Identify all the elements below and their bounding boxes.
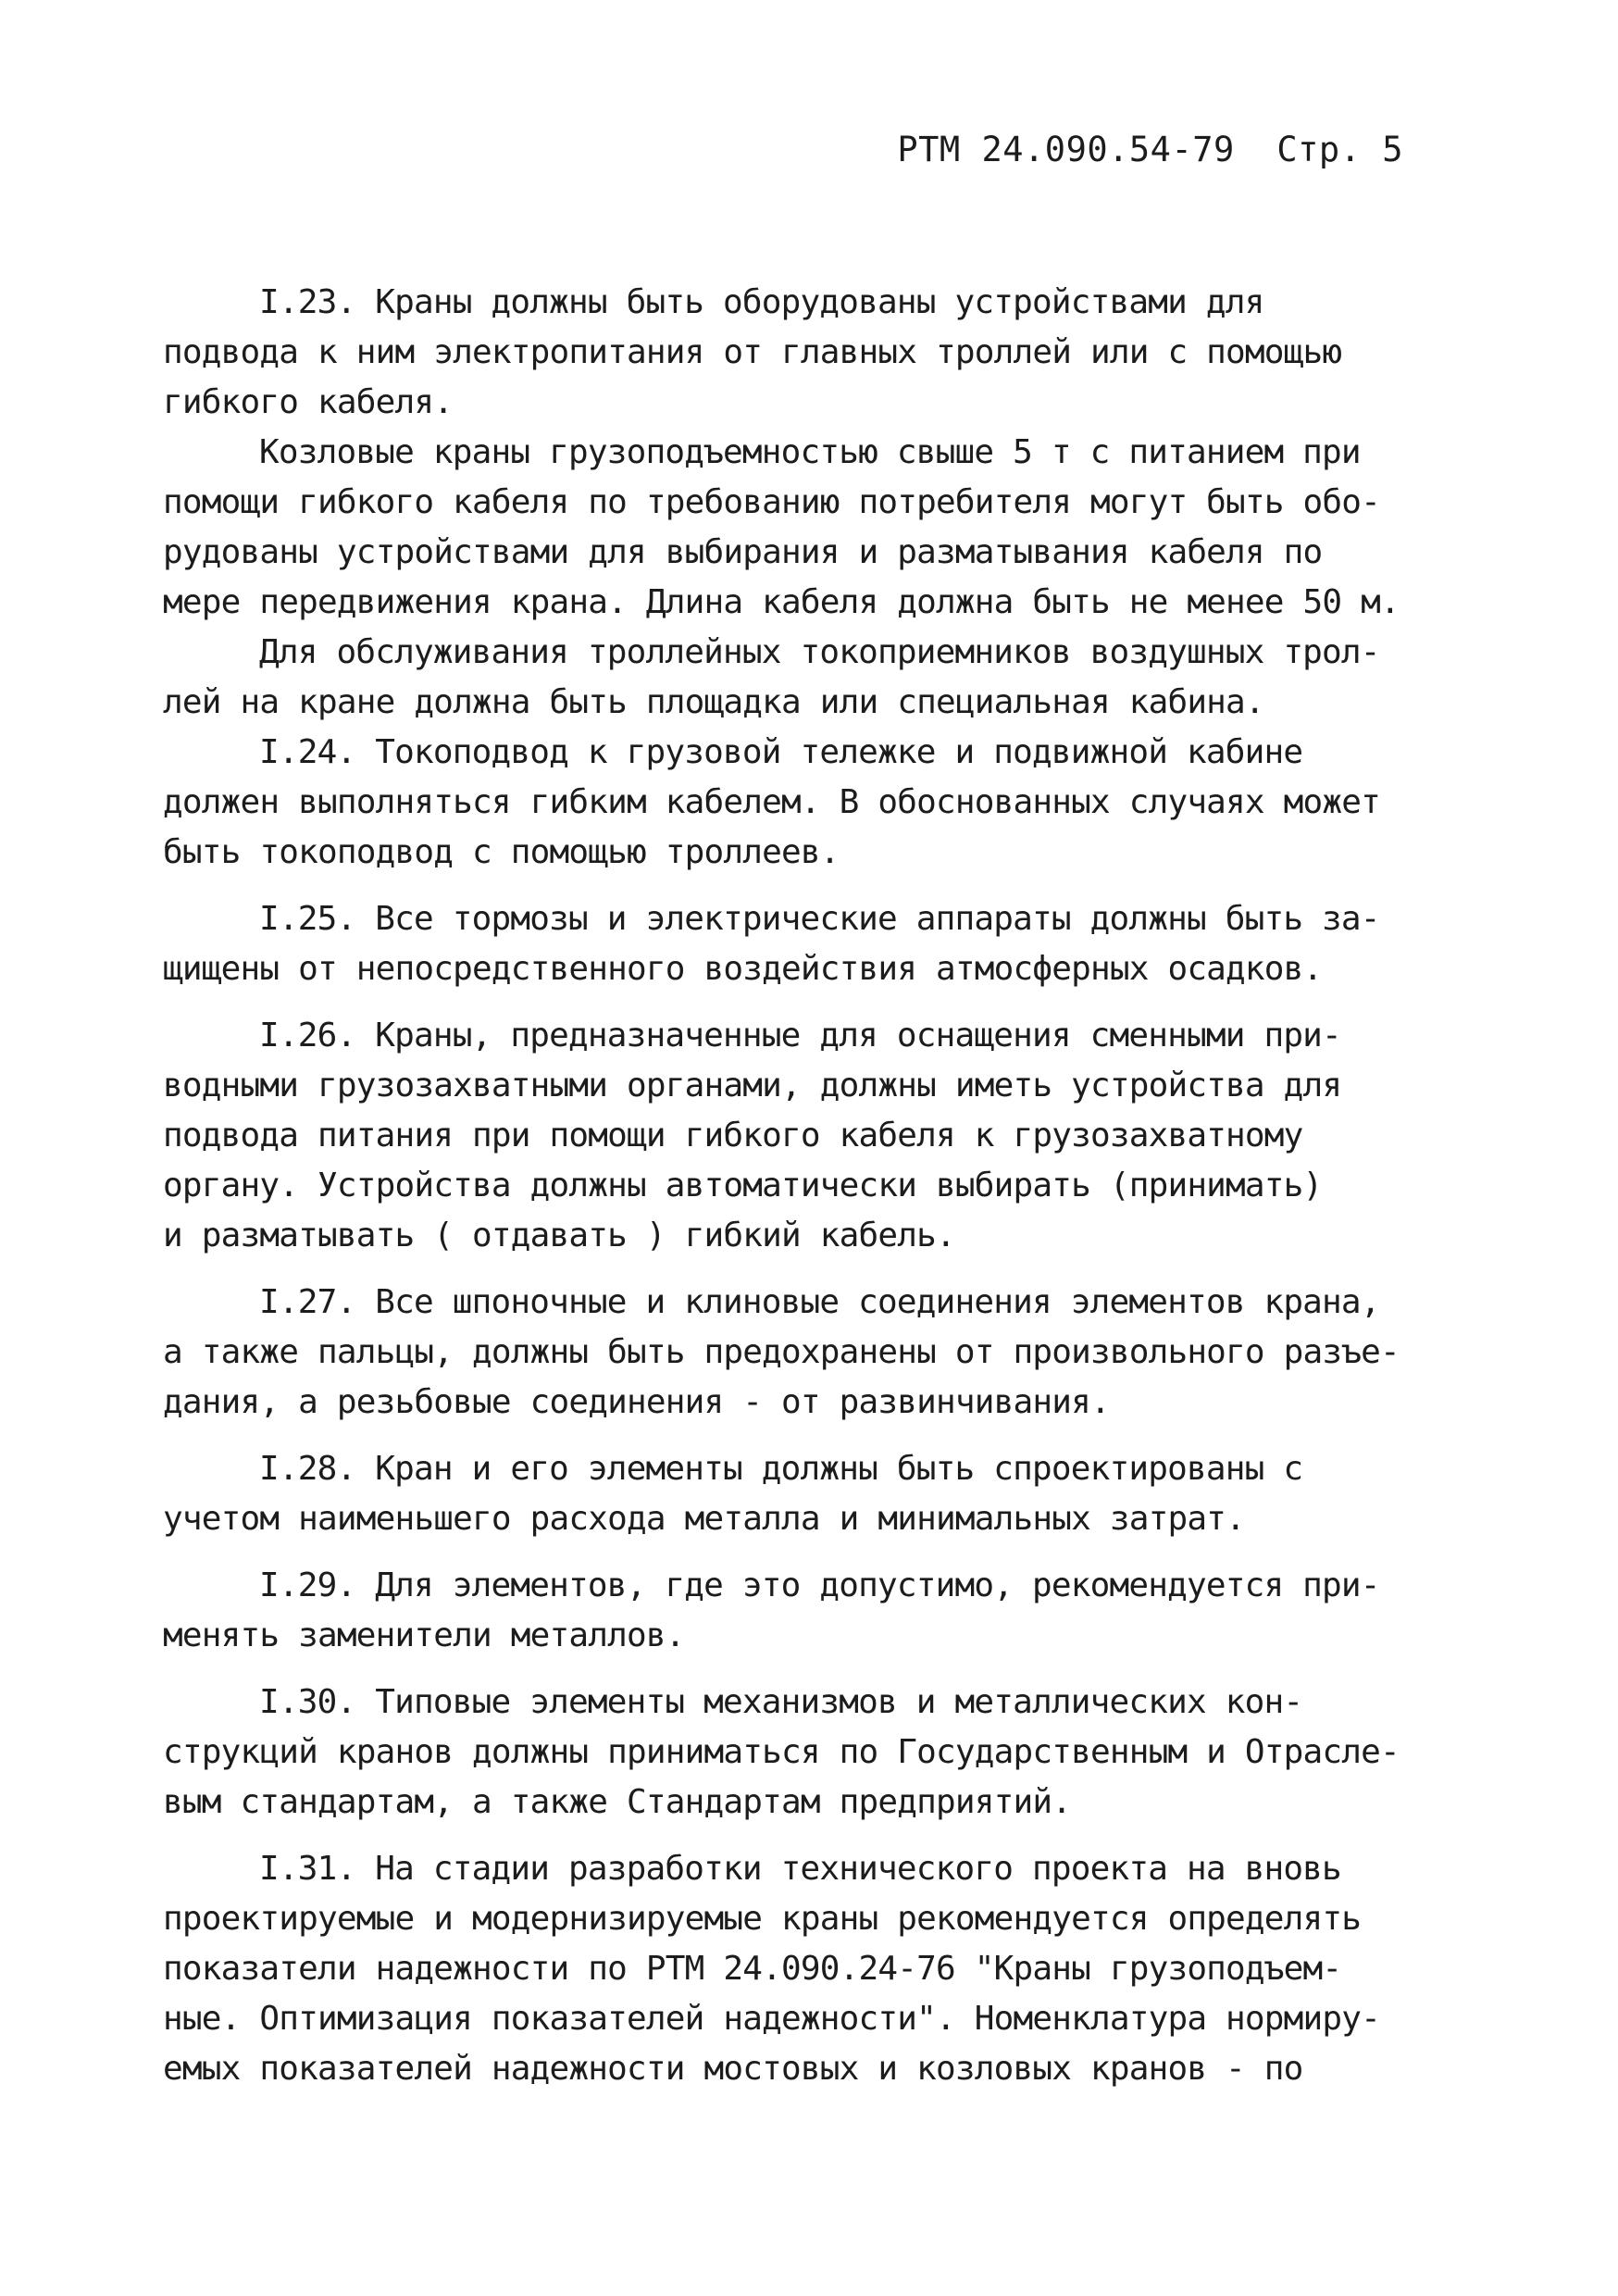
page-header [897, 130, 1403, 169]
text-line: проектируемые и модернизируемые краны рекомендуется определять [163, 1900, 1362, 1938]
text-line: I.28. Кран и его элементы должны быть спроектированы с [259, 1450, 1303, 1488]
text-line: лей на кране должна быть площадка или специальная кабина. [163, 683, 1264, 721]
text-line: а также пальцы, должны быть предохранены от произвольного разъе- [163, 1333, 1400, 1371]
text-line: I.24. Токоподвод к грузовой тележке и подвижной кабине [259, 733, 1303, 771]
text-line: учетом наименьшего расхода металла и минимальных затрат. [163, 1500, 1245, 1538]
text-line: должен выполняться гибким кабелем. В обоснованных случаях может [163, 783, 1381, 821]
text-line: мере передвижения крана. Длина кабеля должна быть не менее 50 м. [163, 583, 1400, 621]
paragraph-1-29 [163, 1561, 1440, 1661]
text-line: I.26. Краны, предназначенные для оснащения сменными при- [259, 1017, 1341, 1054]
text-line: водными грузозахватными органами, должны иметь устройства для [163, 1067, 1342, 1104]
text-line: вым стандартам, а также Стандартам предприятий. [163, 1783, 1072, 1821]
page-number: Стр. 5 [1276, 130, 1403, 169]
paragraph-1-31 [163, 1844, 1440, 2094]
document-body [163, 278, 1440, 2094]
text-line: дания, а резьбовые соединения - от развинчивания. [163, 1383, 1110, 1421]
text-line: рудованы устройствами для выбирания и разматывания кабеля по [163, 533, 1323, 571]
text-line: I.31. На стадии разработки технического проекта на вновь [259, 1850, 1341, 1888]
text-line: помощи гибкого кабеля по требованию потребителя могут быть обо- [163, 483, 1381, 521]
text-line: ные. Оптимизация показателей надежности". Номенклатура нормиру- [163, 2000, 1381, 2038]
text-line: и разматывать ( отдавать ) гибкий кабель. [163, 1217, 955, 1254]
text-line: подвода питания при помощи гибкого кабеля к грузозахватному [163, 1117, 1303, 1154]
text-line: I.29. Для элементов, где это допустимо, рекомендуется при- [259, 1566, 1380, 1604]
paragraph-1-24 [163, 728, 1440, 878]
text-line: I.27. Все шпоночные и клиновые соединения элементов крана, [259, 1283, 1380, 1321]
text-line: I.30. Типовые элементы механизмов и металлических кон- [259, 1683, 1303, 1721]
text-line: I.25. Все тормозы и электрические аппараты должны быть за- [259, 900, 1380, 938]
paragraph-1-26 [163, 1011, 1440, 1261]
text-line: подвода к ним электропитания от главных троллей или с помощью [163, 333, 1342, 371]
text-line: показатели надежности по РТМ 24.090.24-76 "Краны грузоподъем- [163, 1950, 1342, 1988]
text-line: органу. Устройства должны автоматически выбирать (принимать) [163, 1167, 1323, 1204]
paragraph-1-25 [163, 894, 1440, 994]
paragraph-1-30 [163, 1678, 1440, 1828]
text-line: Для обслуживания троллейных токоприемников воздушных трол- [259, 633, 1380, 671]
paragraph-gantry-cranes [163, 428, 1440, 628]
text-line: струкций кранов должны приниматься по Государственным и Отрасле- [163, 1733, 1400, 1771]
text-line: емых показателей надежности мостовых и козловых кранов - по [163, 2050, 1303, 2088]
paragraph-1-27 [163, 1278, 1440, 1428]
text-line: гибкого кабеля. [163, 383, 454, 421]
text-line: щищены от непосредственного воздействия атмосферных осадков. [163, 950, 1323, 988]
text-line: I.23. Краны должны быть оборудованы устройствами для [259, 283, 1264, 321]
paragraph-1-28 [163, 1444, 1440, 1544]
paragraph-trolley-service [163, 628, 1440, 728]
text-line: менять заменители металлов. [163, 1616, 685, 1654]
text-line: Козловые краны грузоподъемностью свыше 5 т с питанием при [259, 433, 1361, 471]
document-code: РТМ 24.090.54-79 [897, 130, 1235, 169]
paragraph-1-23 [163, 278, 1440, 428]
text-line: быть токоподвод с помощью троллеев. [163, 833, 840, 871]
